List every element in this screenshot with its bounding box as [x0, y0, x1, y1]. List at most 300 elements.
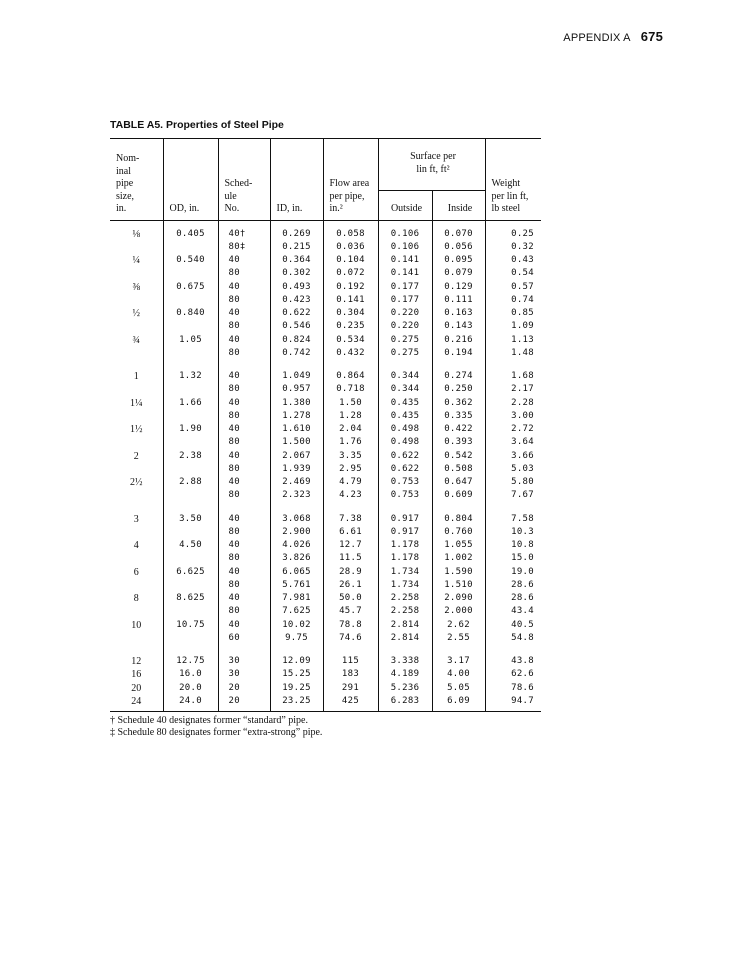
cell-size: 1½ [130, 424, 143, 435]
cell-inside: 0.129 [432, 281, 485, 294]
cell-size [110, 489, 163, 502]
cell-outside: 1.734 [378, 566, 432, 579]
cell-id: 1.610 [270, 423, 323, 436]
cell-flow: 0.235 [323, 320, 378, 333]
cell-inside: 0.542 [432, 450, 485, 463]
cell-id: 0.423 [270, 294, 323, 307]
table-row [110, 632, 541, 645]
cell-outside: 0.177 [378, 281, 432, 294]
cell-sched: 80 [218, 267, 270, 280]
cell-size: 16 [131, 669, 142, 681]
cell-inside: 0.070 [432, 220, 485, 241]
cell-od [163, 463, 218, 476]
cell-flow: 4.23 [323, 489, 378, 502]
cell-weight: 15.0 [485, 552, 541, 565]
table-caption: TABLE A5. Properties of Steel Pipe [110, 119, 284, 131]
cell-flow: 1.50 [323, 397, 378, 410]
cell-weight: 54.8 [485, 632, 541, 645]
cell-outside: 0.917 [378, 503, 432, 526]
header-surface: Surface per lin ft, ft² [378, 139, 485, 191]
cell-inside: 0.335 [432, 410, 485, 423]
cell-weight: 7.67 [485, 489, 541, 502]
header-od: OD, in. [163, 139, 218, 221]
cell-outside: 0.753 [378, 489, 432, 502]
cell-size [110, 410, 163, 423]
table-row [110, 489, 541, 502]
cell-sched: 40 [218, 619, 270, 632]
cell-flow: 0.864 [323, 360, 378, 383]
cell-inside: 0.393 [432, 436, 485, 449]
cell-size [110, 436, 163, 449]
footnote-schedule-80: ‡ Schedule 80 designates former “extra-strong” pipe. [110, 727, 323, 738]
cell-id: 1.380 [270, 397, 323, 410]
steel-pipe-table-wrapper [110, 138, 541, 739]
cell-flow: 0.104 [323, 254, 378, 267]
table-row [110, 668, 541, 681]
cell-flow: 4.79 [323, 476, 378, 489]
cell-flow: 1.76 [323, 436, 378, 449]
cell-od [163, 552, 218, 565]
cell-id: 0.824 [270, 334, 323, 347]
cell-weight: 0.43 [485, 254, 541, 267]
cell-outside: 5.236 [378, 682, 432, 695]
cell-inside: 0.804 [432, 503, 485, 526]
cell-od [163, 579, 218, 592]
cell-id: 0.364 [270, 254, 323, 267]
cell-outside: 0.917 [378, 526, 432, 539]
cell-id: 0.546 [270, 320, 323, 333]
cell-id: 7.981 [270, 592, 323, 605]
cell-inside: 1.002 [432, 552, 485, 565]
cell-sched: 80 [218, 579, 270, 592]
cell-weight: 94.7 [485, 695, 541, 712]
cell-inside: 0.422 [432, 423, 485, 436]
cell-flow: 0.072 [323, 267, 378, 280]
cell-od: 12.75 [163, 645, 218, 668]
cell-outside: 0.141 [378, 254, 432, 267]
cell-flow: 0.141 [323, 294, 378, 307]
cell-size [110, 605, 163, 618]
table-row [110, 695, 541, 712]
cell-outside: 4.189 [378, 668, 432, 681]
cell-outside: 2.258 [378, 605, 432, 618]
cell-flow: 183 [323, 668, 378, 681]
cell-sched: 80 [218, 383, 270, 396]
cell-size: 20 [131, 682, 142, 694]
cell-weight: 78.6 [485, 682, 541, 695]
cell-inside: 2.55 [432, 632, 485, 645]
cell-outside: 1.178 [378, 552, 432, 565]
cell-id: 5.761 [270, 579, 323, 592]
cell-flow: 6.61 [323, 526, 378, 539]
cell-od [163, 241, 218, 254]
cell-od [163, 489, 218, 502]
cell-outside: 0.622 [378, 450, 432, 463]
cell-id: 15.25 [270, 668, 323, 681]
cell-od [163, 267, 218, 280]
cell-size: ⅛ [132, 228, 140, 240]
cell-outside: 2.814 [378, 632, 432, 645]
cell-id: 12.09 [270, 645, 323, 668]
cell-outside: 0.435 [378, 410, 432, 423]
cell-id: 19.25 [270, 682, 323, 695]
cell-weight: 0.74 [485, 294, 541, 307]
cell-sched: 60 [218, 632, 270, 645]
cell-sched: 80 [218, 347, 270, 360]
cell-inside: 0.362 [432, 397, 485, 410]
cell-id: 23.25 [270, 695, 323, 712]
cell-sched: 40 [218, 450, 270, 463]
cell-id: 0.269 [270, 220, 323, 241]
cell-outside: 1.734 [378, 579, 432, 592]
cell-id: 4.026 [270, 539, 323, 552]
cell-flow: 0.432 [323, 347, 378, 360]
table-row [110, 410, 541, 423]
cell-id: 3.826 [270, 552, 323, 565]
cell-od [163, 347, 218, 360]
cell-flow: 1.28 [323, 410, 378, 423]
table-row [110, 254, 541, 267]
table-row [110, 476, 541, 489]
cell-outside: 0.177 [378, 294, 432, 307]
cell-weight: 3.00 [485, 410, 541, 423]
cell-id: 1.939 [270, 463, 323, 476]
cell-size: 3 [133, 513, 139, 525]
table-row [110, 566, 541, 579]
cell-size: ½ [132, 308, 140, 319]
cell-inside: 2.090 [432, 592, 485, 605]
cell-inside: 5.05 [432, 682, 485, 695]
cell-weight: 0.32 [485, 241, 541, 254]
table-row [110, 526, 541, 539]
cell-outside: 0.275 [378, 334, 432, 347]
table-row [110, 579, 541, 592]
cell-od: 0.540 [163, 254, 218, 267]
cell-id: 0.302 [270, 267, 323, 280]
table-row [110, 605, 541, 618]
cell-sched: 80 [218, 552, 270, 565]
cell-id: 1.500 [270, 436, 323, 449]
cell-od [163, 294, 218, 307]
cell-inside: 1.510 [432, 579, 485, 592]
cell-od [163, 605, 218, 618]
cell-inside: 0.274 [432, 360, 485, 383]
cell-inside: 2.62 [432, 619, 485, 632]
cell-inside: 0.056 [432, 241, 485, 254]
table-row [110, 423, 541, 436]
cell-sched: 80 [218, 410, 270, 423]
cell-size [110, 320, 163, 333]
cell-inside: 0.095 [432, 254, 485, 267]
cell-sched: 40 [218, 539, 270, 552]
cell-size [110, 241, 163, 254]
cell-flow: 12.7 [323, 539, 378, 552]
table-row [110, 334, 541, 347]
cell-sched: 20 [218, 695, 270, 712]
cell-id: 0.215 [270, 241, 323, 254]
cell-id: 2.067 [270, 450, 323, 463]
table-row [110, 539, 541, 552]
cell-size [110, 632, 163, 645]
running-head-title: APPENDIX A [563, 32, 631, 44]
cell-inside: 0.647 [432, 476, 485, 489]
cell-size: 1 [133, 371, 139, 382]
cell-size: 10 [131, 619, 142, 631]
cell-weight: 40.5 [485, 619, 541, 632]
cell-od: 0.405 [163, 220, 218, 241]
cell-inside: 0.194 [432, 347, 485, 360]
cell-od: 20.0 [163, 682, 218, 695]
cell-weight: 43.4 [485, 605, 541, 618]
cell-flow: 50.0 [323, 592, 378, 605]
cell-inside: 2.000 [432, 605, 485, 618]
cell-od: 16.0 [163, 668, 218, 681]
cell-inside: 0.609 [432, 489, 485, 502]
cell-weight: 1.09 [485, 320, 541, 333]
cell-id: 3.068 [270, 503, 323, 526]
cell-od: 0.840 [163, 307, 218, 320]
cell-id: 2.469 [270, 476, 323, 489]
cell-od: 1.90 [163, 423, 218, 436]
cell-sched: 80 [218, 526, 270, 539]
cell-weight: 1.48 [485, 347, 541, 360]
cell-id: 0.742 [270, 347, 323, 360]
cell-size: 8 [133, 593, 139, 604]
cell-od [163, 320, 218, 333]
footnote-schedule-40: † Schedule 40 designates former “standard” pipe. [110, 715, 308, 726]
cell-flow: 0.534 [323, 334, 378, 347]
cell-inside: 0.760 [432, 526, 485, 539]
cell-size: 12 [131, 656, 142, 667]
cell-od [163, 632, 218, 645]
cell-weight: 0.57 [485, 281, 541, 294]
cell-size [110, 267, 163, 280]
cell-weight: 0.85 [485, 307, 541, 320]
cell-od [163, 410, 218, 423]
cell-flow: 3.35 [323, 450, 378, 463]
cell-flow: 2.04 [323, 423, 378, 436]
cell-inside: 0.143 [432, 320, 485, 333]
cell-weight: 28.6 [485, 592, 541, 605]
cell-sched: 40 [218, 566, 270, 579]
cell-od: 24.0 [163, 695, 218, 712]
cell-flow: 291 [323, 682, 378, 695]
cell-od: 1.05 [163, 334, 218, 347]
table-row [110, 503, 541, 526]
table-row [110, 592, 541, 605]
cell-id: 9.75 [270, 632, 323, 645]
cell-id: 0.957 [270, 383, 323, 396]
steel-pipe-table [110, 138, 541, 712]
cell-id: 2.900 [270, 526, 323, 539]
cell-size [110, 579, 163, 592]
cell-weight: 3.64 [485, 436, 541, 449]
cell-outside: 0.220 [378, 307, 432, 320]
cell-inside: 0.111 [432, 294, 485, 307]
cell-sched: 80 [218, 489, 270, 502]
cell-flow: 0.192 [323, 281, 378, 294]
cell-flow: 0.036 [323, 241, 378, 254]
cell-od: 3.50 [163, 503, 218, 526]
cell-sched: 40 [218, 334, 270, 347]
table-header [110, 139, 541, 221]
cell-od: 1.66 [163, 397, 218, 410]
table-row [110, 383, 541, 396]
cell-flow: 28.9 [323, 566, 378, 579]
cell-id: 2.323 [270, 489, 323, 502]
cell-id: 1.049 [270, 360, 323, 383]
header-weight: Weight per lin ft, lb steel [485, 139, 541, 221]
table-row [110, 436, 541, 449]
cell-inside: 3.17 [432, 645, 485, 668]
cell-od: 0.675 [163, 281, 218, 294]
cell-sched: 30 [218, 668, 270, 681]
cell-size: ¼ [132, 255, 140, 266]
cell-outside: 0.753 [378, 476, 432, 489]
cell-weight: 3.66 [485, 450, 541, 463]
cell-weight: 7.58 [485, 503, 541, 526]
header-nominal-size: Nom- inal pipe size, in. [116, 153, 140, 214]
header-schedule: Sched- ule No. [218, 139, 270, 221]
cell-outside: 0.622 [378, 463, 432, 476]
cell-sched: 40 [218, 592, 270, 605]
cell-weight: 19.0 [485, 566, 541, 579]
cell-inside: 0.079 [432, 267, 485, 280]
cell-weight: 1.13 [485, 334, 541, 347]
cell-sched: 40 [218, 503, 270, 526]
cell-flow: 0.058 [323, 220, 378, 241]
table-row [110, 450, 541, 463]
cell-id: 6.065 [270, 566, 323, 579]
table-row [110, 281, 541, 294]
cell-flow: 115 [323, 645, 378, 668]
cell-inside: 0.163 [432, 307, 485, 320]
cell-size: 4 [133, 540, 139, 551]
cell-flow: 425 [323, 695, 378, 712]
cell-od: 2.38 [163, 450, 218, 463]
cell-size [110, 347, 163, 360]
cell-flow: 2.95 [323, 463, 378, 476]
header-flow-area: Flow area per pipe, in.² [323, 139, 378, 221]
cell-inside: 1.590 [432, 566, 485, 579]
table-row [110, 463, 541, 476]
table-row [110, 619, 541, 632]
table-row [110, 320, 541, 333]
cell-sched: 20 [218, 682, 270, 695]
cell-sched: 30 [218, 645, 270, 668]
cell-od: 6.625 [163, 566, 218, 579]
cell-sched: 80 [218, 605, 270, 618]
cell-inside: 6.09 [432, 695, 485, 712]
cell-od [163, 436, 218, 449]
cell-sched: 40 [218, 360, 270, 383]
cell-sched: 80‡ [218, 241, 270, 254]
cell-outside: 0.344 [378, 360, 432, 383]
table-body [110, 220, 541, 712]
cell-outside: 0.141 [378, 267, 432, 280]
cell-outside: 0.106 [378, 241, 432, 254]
cell-outside: 1.178 [378, 539, 432, 552]
cell-outside: 0.220 [378, 320, 432, 333]
cell-weight: 10.3 [485, 526, 541, 539]
cell-size: 6 [133, 566, 139, 578]
cell-sched: 80 [218, 294, 270, 307]
table-row [110, 682, 541, 695]
cell-od: 2.88 [163, 476, 218, 489]
table-row [110, 552, 541, 565]
table-row [110, 397, 541, 410]
header-inside: Inside [432, 190, 485, 220]
cell-id: 7.625 [270, 605, 323, 618]
cell-size [110, 552, 163, 565]
cell-sched: 40 [218, 307, 270, 320]
cell-weight: 2.17 [485, 383, 541, 396]
table-row [110, 267, 541, 280]
cell-size [110, 463, 163, 476]
cell-outside: 2.258 [378, 592, 432, 605]
cell-size: 1¼ [130, 397, 143, 409]
running-head [563, 29, 663, 44]
cell-sched: 40 [218, 397, 270, 410]
cell-weight: 2.72 [485, 423, 541, 436]
cell-od [163, 526, 218, 539]
cell-outside: 0.344 [378, 383, 432, 396]
table-row [110, 347, 541, 360]
cell-flow: 11.5 [323, 552, 378, 565]
cell-id: 0.622 [270, 307, 323, 320]
cell-flow: 45.7 [323, 605, 378, 618]
table-row [110, 220, 541, 241]
cell-flow: 0.304 [323, 307, 378, 320]
cell-inside: 0.216 [432, 334, 485, 347]
cell-sched: 40 [218, 476, 270, 489]
cell-od: 8.625 [163, 592, 218, 605]
table-row [110, 294, 541, 307]
cell-weight: 0.54 [485, 267, 541, 280]
cell-sched: 80 [218, 320, 270, 333]
cell-inside: 0.508 [432, 463, 485, 476]
cell-inside: 1.055 [432, 539, 485, 552]
cell-sched: 40 [218, 254, 270, 267]
cell-od: 10.75 [163, 619, 218, 632]
cell-sched: 80 [218, 436, 270, 449]
cell-flow: 26.1 [323, 579, 378, 592]
cell-weight: 10.8 [485, 539, 541, 552]
cell-weight: 5.80 [485, 476, 541, 489]
cell-size [110, 383, 163, 396]
cell-sched: 40 [218, 281, 270, 294]
cell-id: 0.493 [270, 281, 323, 294]
cell-weight: 2.28 [485, 397, 541, 410]
header-outside: Outside [378, 190, 432, 220]
cell-sched: 40 [218, 423, 270, 436]
cell-flow: 74.6 [323, 632, 378, 645]
footnotes [110, 715, 541, 739]
cell-size: 24 [131, 695, 142, 707]
cell-weight: 28.6 [485, 579, 541, 592]
cell-outside: 2.814 [378, 619, 432, 632]
cell-outside: 3.338 [378, 645, 432, 668]
cell-inside: 4.00 [432, 668, 485, 681]
cell-outside: 0.498 [378, 436, 432, 449]
cell-weight: 43.8 [485, 645, 541, 668]
table-row [110, 307, 541, 320]
cell-inside: 0.250 [432, 383, 485, 396]
cell-size [110, 294, 163, 307]
cell-flow: 0.718 [323, 383, 378, 396]
page-number: 675 [640, 29, 663, 44]
cell-flow: 7.38 [323, 503, 378, 526]
